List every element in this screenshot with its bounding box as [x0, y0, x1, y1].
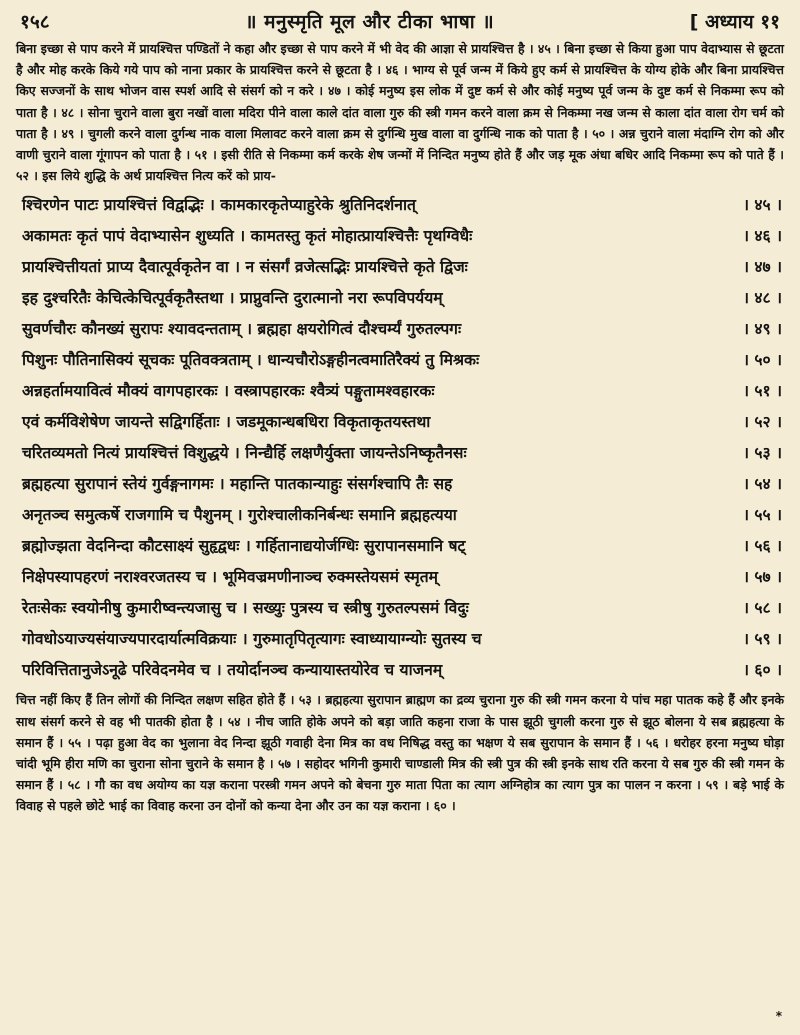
verse-text: श्चिरणेन पाटः प्रायश्चित्तं विद्वद्भिः । कामकारकृतेप्याहुरेके श्रुतिनिदर्शनात् [22, 196, 416, 215]
verse-line [14, 531, 786, 562]
verse-text: पिशुनः पौतिनासिक्यं सूचकः पूतिवक्त्रताम् । धान्यचौरोऽङ्गहीनत्वमातिरैक्यं तु मिश्रकः [22, 351, 480, 370]
running-head [14, 6, 786, 38]
verse-text: अन्नहर्तामयावित्वं मौक्यं वागपहारकः । वस्त्रापहारकः श्वैत्र्यं पङ्गुतामश्वहारकः [22, 382, 435, 401]
verse-line [14, 624, 786, 655]
verse-text: ब्रह्मोज्झता वेदनिन्दा कौटसाक्ष्यं सुहृद्वधः । गर्हितानाद्ययोर्जग्धिः सुरापानसमानि षट् [22, 537, 466, 556]
verse-number: । ५७ । [743, 568, 782, 587]
verse-number: । ६० । [743, 661, 782, 680]
verse-number: । ४९ । [743, 320, 782, 339]
verse-line [14, 469, 786, 500]
verse-block [14, 190, 786, 686]
page-number: १५८ [20, 11, 50, 33]
verse-line [14, 376, 786, 407]
verse-text: सुवर्णचौरः कौनख्यं सुरापः श्यावदन्तताम् । ब्रह्महा क्षयरोगित्वं दौश्चर्म्यं गुरुतल्पगः [22, 320, 462, 339]
verse-number: । ४७ । [743, 258, 782, 277]
commentary-top: बिना इच्छा से पाप करने में प्रायश्चित्त पण्डितों ने कहा और इच्छा से पाप करने में भी वेद की आज्ञा से प्रायश्चित्त है । ४५ । बिना इच्छा से किया हुआ पाप वेदाभ्यास से छूटता है और मोह करके किये गये पाप को नाना प्रकार के प्रायश्चित्त करने से छूटता है । ४६ । भाग्य से पूर्व जन्म में किये हुए कर्म से प्रायश्चित्त के योग्य होके और बिना प्रायश्चित्त किए सज्जनों के साथ भोजन वास स्पर्श आदि से संसर्ग को न करे । ४७ । कोई मनुष्य इस लोक में दुष्ट कर्म से और कोई मनुष्य पूर्व जन्म के दुष्ट कर्म से निकम्मा रूप को पाता है । ४८ । सोना चुराने वाला बुरा नखों वाला मदिरा पीने वाला काले दांत वाला गुरु की स्त्री गमन करने वाला क्रम से निकम्मा नख जन्म से काला दांत वाला रोग चर्म को पाता है । ४९ । चुगली करने वाला दुर्गन्ध नाक वाला मिलावट करने वाला क्रम से दुर्गन्धि मुख वाला वा दुर्गन्धि नाक को पाता है । ५० । अन्न चुराने वाला मंदाग्नि रोग को और वाणी चुराने वाला गूंगापन को पाता है । ५१ । इसी रीति से निकम्मा कर्म करके शेष जन्मों में निन्दित मनुष्य होते हैं और जड़ मूक अंधा बधिर आदि निकम्मा रूप को पाते हैं । ५२ । इस लिये शुद्धि के अर्थ प्रायश्चित्त नित्य करें को प्राय- [16, 41, 784, 184]
verse-line [14, 438, 786, 469]
verse-number: । ५४ । [743, 475, 782, 494]
verse-number: । ५८ । [743, 599, 782, 618]
verse-number: । ५९ । [743, 630, 782, 649]
running-title: ॥ मनुस्मृति मूल और टीका भाषा ॥ [245, 11, 495, 33]
verse-text: गोवधोऽयाज्यसंयाज्यपारदार्यात्मविक्रयाः । गुरुमातृपितृत्यागः स्वाध्यायाग्न्योः सुतस्य च [22, 630, 482, 649]
verse-text: रेतःसेकः स्वयोनीषु कुमारीष्वन्त्यजासु च । सख्युः पुत्रस्य च स्त्रीषु गुरुतल्पसमं विदुः [22, 599, 469, 618]
verse-line [14, 283, 786, 314]
verse-text: प्रायश्चित्तीयतां प्राप्य दैवात्पूर्वकृतेन वा । न संसर्गं व्रजेत्सद्भिः प्रायश्चित्ते कृते द्विजः [22, 258, 468, 277]
chapter-label: [ अध्याय ११ [689, 11, 780, 33]
verse-line [14, 221, 786, 252]
verse-text: अकामतः कृतं पापं वेदाभ्यासेन शुध्यति । कामतस्तु कृतं मोहात्प्रायश्चित्तैः पृथग्विधैः [22, 227, 473, 246]
verse-text: निक्षेपस्यापहरणं नराश्वरजतस्य च । भूमिवज्रमणीनाञ्च रुक्मस्तेयसमं स्मृतम् [22, 568, 438, 587]
verse-line [14, 655, 786, 686]
verse-line [14, 345, 786, 376]
verse-number: । ४५ । [743, 196, 782, 215]
verse-line [14, 252, 786, 283]
verse-line [14, 500, 786, 531]
verse-number: । ४६ । [743, 227, 782, 246]
verse-text: अनृतञ्च समुत्कर्षे राजगामि च पैशुनम् । गुरोश्चालीकनिर्बन्धः समानि ब्रह्महत्यया [22, 506, 457, 525]
page-mark: * [775, 1009, 782, 1023]
verse-text: चरितव्यमतो नित्यं प्रायश्चित्तं विशुद्धये । निन्द्यैर्हि लक्षणैर्युक्ता जायन्तेऽनिष्कृतैनसः [22, 444, 467, 463]
verse-number: । ५३ । [743, 444, 782, 463]
verse-text: परिवित्तितानुजेऽनूढे परिवेदनमेव च । तयोर्दानञ्च कन्यायास्तयोरेव च याजनम् [22, 661, 443, 680]
verse-text: ब्रह्महत्या सुरापानं स्तेयं गुर्वङ्गनागमः । महान्ति पातकान्याहुः संसर्गश्चापि तैः सह [22, 475, 453, 494]
verse-number: । ५२ । [743, 413, 782, 432]
commentary-bottom: चित्त नहीं किए हैं तिन लोगों की निन्दित लक्षण सहित होते हैं । ५३ । ब्रह्महत्या सुरापान ब्राह्मण का द्रव्य चुराना गुरु की स्त्री गमन करना ये पांच महा पातक कहे हैं और इनके साथ संसर्ग करने से वह भी पातकी होता है । ५४ । नीच जाति होके अपने को बड़ा जाति कहना राजा के पास झूठी चुगली करना गुरु से झूठ बोलना ये सब ब्रह्महत्या के समान हैं । ५५ । पढ़ा हुआ वेद का भुलाना वेद निन्दा झूठी गवाही देना मित्र का वध निषिद्ध वस्तु का भक्षण ये सब सुरापान के समान हैं । ५६ । धरोहर हरना मनुष्य घोड़ा चांदी भूमि हीरा मणि का चुराना सोना चुराने के समान है । ५७ । सहोदर भगिनी कुमारी चाण्डाली मित्र की स्त्री पुत्र की स्त्री इनके साथ रति करना ये सब गुरु की स्त्री गमन के समान हैं । ५८ । गौ का वध अयोग्य का यज्ञ कराना परस्त्री गमन अपने को बेचना गुरु माता पिता का त्याग अग्निहोत्र का त्याग पुत्र का पालन न करना । ५९ । बड़े भाई के विवाह से पहले छोटे भाई का विवाह करना उन दोनों को कन्या देना और उन का यज्ञ कराना । ६० । [16, 692, 784, 814]
verse-line [14, 190, 786, 221]
verse-line [14, 407, 786, 438]
verse-number: । ५६ । [743, 537, 782, 556]
verse-number: । ५५ । [743, 506, 782, 525]
verse-line [14, 314, 786, 345]
verse-line [14, 593, 786, 624]
verse-text: इह दुश्चरितैः केचित्केचित्पूर्वकृतैस्तथा । प्राप्नुवन्ति दुरात्मानो नरा रूपविपर्ययम् [22, 289, 443, 308]
verse-number: । ५० । [743, 351, 782, 370]
verse-number: । ४८ । [743, 289, 782, 308]
verse-line [14, 562, 786, 593]
verse-text: एवं कर्मविशेषेण जायन्ते सद्विगर्हिताः । जडमूकान्धबधिरा विकृताकृतयस्तथा [22, 413, 431, 432]
verse-number: । ५१ । [743, 382, 782, 401]
